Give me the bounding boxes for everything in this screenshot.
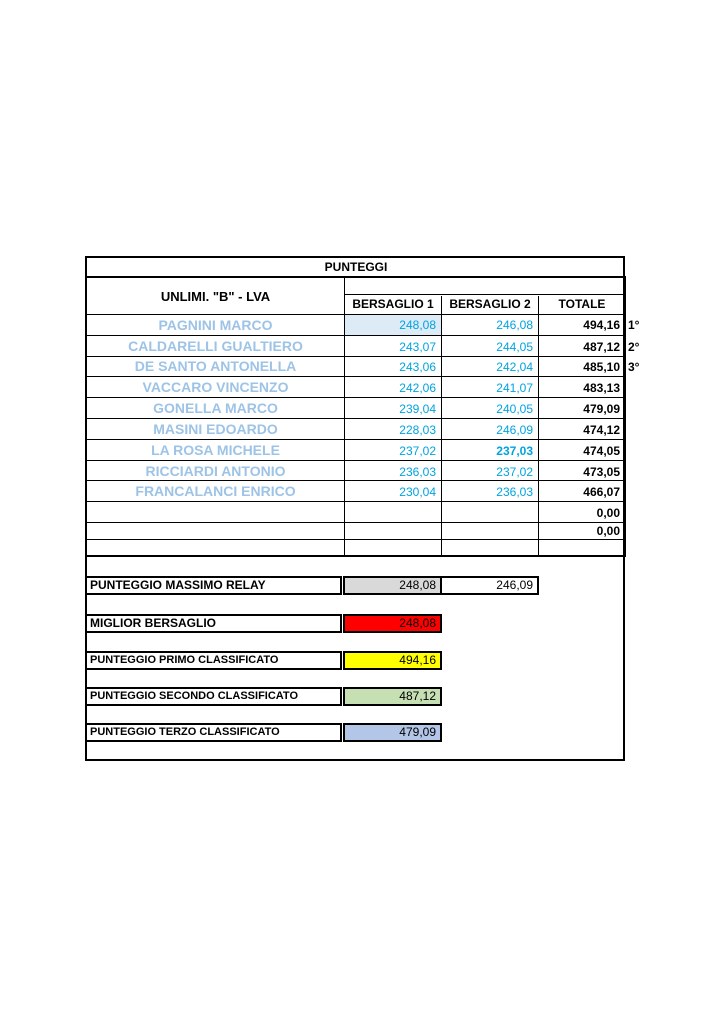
score-total-empty: 0,00 <box>596 524 620 538</box>
score-bersaglio-1: 228,03 <box>399 423 436 437</box>
score-total: 479,09 <box>583 402 620 416</box>
third-place-value: 479,09 <box>343 723 442 742</box>
athlete-name: VACCARO VINCENZO <box>142 379 289 395</box>
score-total: 483,13 <box>583 381 620 395</box>
first-place-label: PUNTEGGIO PRIMO CLASSIFICATO <box>87 651 342 670</box>
placement: 1° <box>628 318 640 332</box>
max-relay-b1: 248,08 <box>343 576 442 595</box>
score-bersaglio-2: 242,04 <box>496 360 533 374</box>
divider <box>344 294 625 295</box>
max-relay-b2: 246,09 <box>440 576 539 595</box>
athlete-name: FRANCALANCI ENRICO <box>135 483 296 499</box>
placement: 2° <box>628 340 640 354</box>
divider <box>625 276 626 557</box>
sheet-title: PUNTEGGI <box>324 260 388 274</box>
best-target-label: MIGLIOR BERSAGLIO <box>87 614 342 633</box>
third-place-label: PUNTEGGIO TERZO CLASSIFICATO <box>87 723 342 742</box>
score-total: 485,10 <box>583 360 620 374</box>
second-place-value: 487,12 <box>343 687 442 706</box>
best-target-value: 248,08 <box>343 614 442 633</box>
athlete-name: RICCIARDI ANTONIO <box>145 463 286 479</box>
score-bersaglio-2: 237,03 <box>496 444 533 458</box>
score-total-empty: 0,00 <box>596 506 620 520</box>
athlete-name: CALDARELLI GUALTIERO <box>128 338 303 354</box>
score-bersaglio-1: 236,03 <box>399 465 436 479</box>
header-bersaglio-2: BERSAGLIO 2 <box>449 297 531 311</box>
score-total: 474,05 <box>583 444 620 458</box>
score-bersaglio-1: 239,04 <box>399 402 436 416</box>
score-total: 494,16 <box>583 318 620 332</box>
score-bersaglio-2: 241,07 <box>496 381 533 395</box>
score-bersaglio-2: 237,02 <box>496 465 533 479</box>
score-bersaglio-2: 246,08 <box>496 318 533 332</box>
header-totale: TOTALE <box>558 297 606 311</box>
score-bersaglio-1: 230,04 <box>399 485 436 499</box>
row-line <box>87 539 625 540</box>
row-line <box>87 555 625 557</box>
first-place-value: 494,16 <box>343 651 442 670</box>
athlete-name: PAGNINI MARCO <box>158 317 273 333</box>
category-label: UNLIMI. "B" - LVA <box>160 289 271 304</box>
second-place-label: PUNTEGGIO SECONDO CLASSIFICATO <box>87 687 342 706</box>
score-bersaglio-1: 243,06 <box>399 360 436 374</box>
athlete-name: LA ROSA MICHELE <box>151 442 280 458</box>
score-bersaglio-1: 237,02 <box>399 444 436 458</box>
score-sheet <box>85 256 640 761</box>
score-total: 473,05 <box>583 465 620 479</box>
score-bersaglio-1: 242,06 <box>399 381 436 395</box>
score-total: 487,12 <box>583 340 620 354</box>
score-bersaglio-2: 244,05 <box>496 340 533 354</box>
score-bersaglio-2: 240,05 <box>496 402 533 416</box>
score-bersaglio-2: 246,09 <box>496 423 533 437</box>
header-bersaglio-1: BERSAGLIO 1 <box>352 297 434 311</box>
athlete-name: DE SANTO ANTONELLA <box>134 358 297 374</box>
score-bersaglio-1: 243,07 <box>399 340 436 354</box>
athlete-name: GONELLA MARCO <box>153 400 278 416</box>
score-bersaglio-2: 236,03 <box>496 485 533 499</box>
max-relay-label: PUNTEGGIO MASSIMO RELAY <box>87 576 342 595</box>
placement: 3° <box>628 360 640 374</box>
score-total: 466,07 <box>583 485 620 499</box>
athlete-name: MASINI EDOARDO <box>153 421 278 437</box>
score-total: 474,12 <box>583 423 620 437</box>
score-bersaglio-1: 248,08 <box>345 315 441 335</box>
